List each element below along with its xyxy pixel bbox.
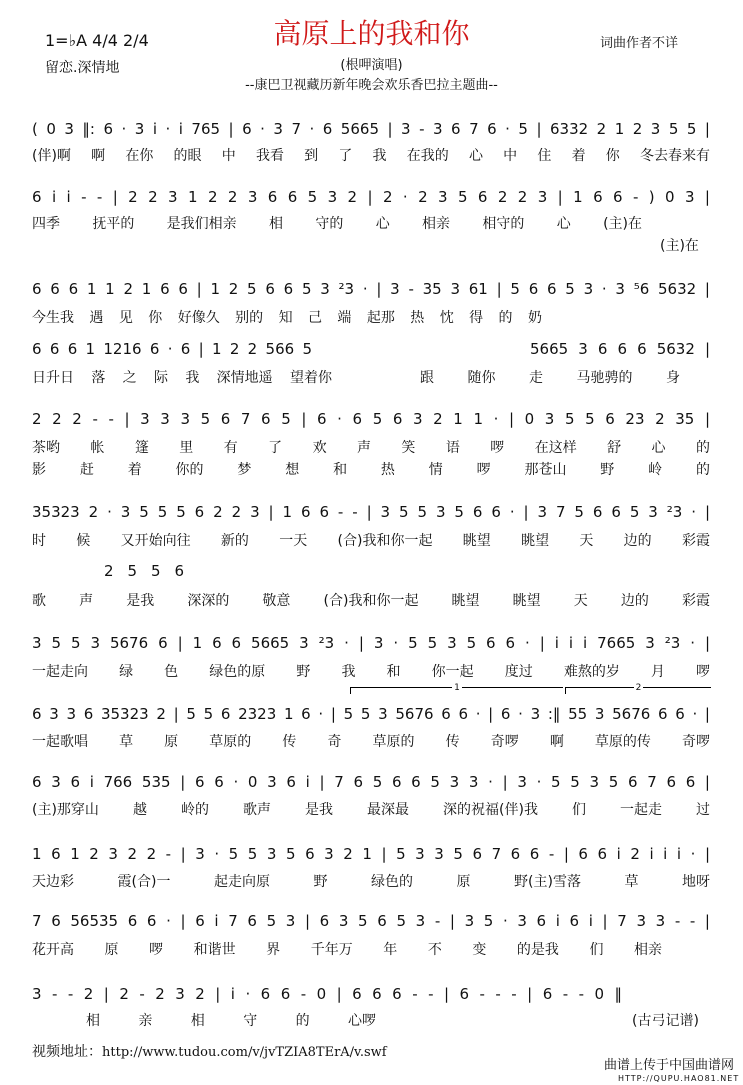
site-url: HTTP://QUPU.HAO81.NET: [618, 1074, 740, 1083]
notation-line: 2 2 2 - - | 3 3 3 5 6 7 6 5 | 6 · 6 5 6 3 2 1 1 · | 0 3 5 5 6 23 2 35 |: [32, 410, 710, 428]
notation-line: 2 5 5 6: [104, 562, 184, 580]
song-title: 高原上的我和你: [273, 17, 470, 50]
lyrics-line: 茶哟 帐 篷 里 有 了 欢 声 笑 语 啰 在这样 舒 心 的: [32, 440, 710, 456]
lyrics-line: (主)那穿山 越 岭的 歌声 是我 最深最 深的祝福(伴)我 们 一起走 过: [32, 802, 710, 818]
lyrics-line: 跟 随你 走 马驰骋的 身: [420, 370, 680, 386]
lyrics-line: 日升日 落 之 际 我 深情地遥 望着你: [32, 370, 332, 386]
volta-1: [350, 683, 563, 694]
lyrics-line: 时 候 又开始向往 新的 一天 (合)我和你一起 眺望 眺望 天 边的 彩霞: [32, 533, 710, 549]
notation-line: 6 6 6 1 1 2 1 6 6 | 1 2 5 6 6 5 3 ²3 · | 3 - 35 3 61 | 5 6 6 5 3 · 3 ⁵6 5632 |: [32, 280, 710, 298]
notation-line: 6 i i - - | 2 2 3 1 2 2 3 6 6 5 3 2 | 2 · 2 3 5 6 2 2 3 | 1 6 6 - ) 0 3 |: [32, 188, 710, 206]
notation-line: 3 - - 2 | 2 - 2 3 2 | i · 6 6 - 0 | 6 6 6 - - | 6 - - - | 6 - - 0 ‖: [32, 985, 622, 1003]
notation-line: 35323 2 · 3 5 5 5 6 2 2 3 | 1 6 6 - - | 3 5 5 3 5 6 6 · | 3 7 5 6 6 5 3 ²3 · |: [32, 503, 710, 521]
video-label: 视频地址：: [32, 1044, 102, 1060]
lyrics-line: 相 亲 相 守 的 心啰: [86, 1013, 376, 1029]
lyrics-line: 花开高 原 啰 和谐世 界 千年万 年 不 变 的是我 们 相亲: [32, 942, 662, 958]
notation-line: 5665 3 6 6 6 5632 |: [530, 340, 710, 358]
transcriber-note: (古弓记谱): [632, 1013, 699, 1029]
key-signature: 1=♭A 4/4 2/4: [45, 31, 149, 50]
site-watermark: 曲谱上传于中国曲谱网: [604, 1058, 735, 1073]
notation-line: 6 6 6 1 1216 6 · 6 | 1 2 2 566 5: [32, 340, 312, 358]
video-address: [32, 1044, 387, 1061]
lyrics-line: 一起走向 绿 色 绿色的原 野 我 和 你一起 度过 难熬的岁 月 啰: [32, 664, 710, 680]
notation-line: ( 0 3 ‖: 6 · 3 i · i 765 | 6 · 3 7 · 6 5665 | 3 - 3 6 7 6 · 5 | 6332 2 1 2 3 5 5 |: [32, 120, 710, 138]
lyrics-line: (伴)啊 啊 在你 的眼 中 我看 到 了 我 在我的 心 中 住 着 你 冬去春来有: [32, 148, 710, 164]
theme-subtitle: --康巴卫视藏历新年晚会欢乐香巴拉主题曲--: [245, 78, 498, 93]
lyrics-line: 影 赶 着 你的 梦 想 和 热 情 啰 那苍山 野 岭 的: [32, 462, 710, 478]
volta-2: [565, 683, 711, 694]
expression-mark: 留恋.深情地: [45, 60, 120, 76]
notation-line: 1 6 1 2 3 2 2 - | 3 · 5 5 3 5 6 3 2 1 | 5 3 3 5 6 7 6 6 - | 6 6 i 2 i i i · |: [32, 845, 710, 863]
notation-line: 6 3 6 i 766 535 | 6 6 · 0 3 6 i | 7 6 5 6 6 5 3 3 · | 3 · 5 5 3 5 6 7 6 6 |: [32, 773, 710, 791]
volta-number: 1: [454, 683, 460, 693]
lyrics-line: 天边彩 霞(合)一 起走向原 野 绿色的 原 野(主)雪落 草 地呀: [32, 874, 710, 890]
lyrics-line: 今生我 遇 见 你 好像久 别的 知 己 端 起那 热 忱 得 的 奶: [32, 310, 542, 326]
credit: 词曲作者不详: [600, 36, 679, 51]
singer: (根呷演唱): [340, 58, 403, 73]
lyrics-line: (主)在: [660, 238, 699, 254]
notation-line: 6 3 3 6 35323 2 | 5 5 6 2323 1 6 · | 5 5 3 5676 6 6 · | 6 · 3 :‖ 55 3 5676 6 6 · |: [32, 705, 710, 723]
lyrics-line: 一起歌唱 草 原 草原的 传 奇 草原的 传 奇啰 啊 草原的传 奇啰: [32, 734, 710, 750]
lyrics-line: 四季 抚平的 是我们相亲 相 守的 心 相亲 相守的 心 (主)在: [32, 216, 642, 232]
notation-line: 7 6 56535 6 6 · | 6 i 7 6 5 3 | 6 3 5 6 5 3 - | 3 5 · 3 6 i 6 i | 7 3 3 - - |: [32, 912, 710, 930]
notation-line: 3 5 5 3 5676 6 | 1 6 6 5665 3 ²3 · | 3 · 5 5 3 5 6 6 · | i i i 7665 3 ²3 · |: [32, 634, 710, 652]
lyrics-line: 歌 声 是我 深深的 敬意 (合)我和你一起 眺望 眺望 天 边的 彩霞: [32, 593, 710, 609]
video-link[interactable]: http://www.tudou.com/v/jvTZIA8TErA/v.swf: [102, 1045, 387, 1060]
volta-number: 2: [635, 683, 642, 693]
